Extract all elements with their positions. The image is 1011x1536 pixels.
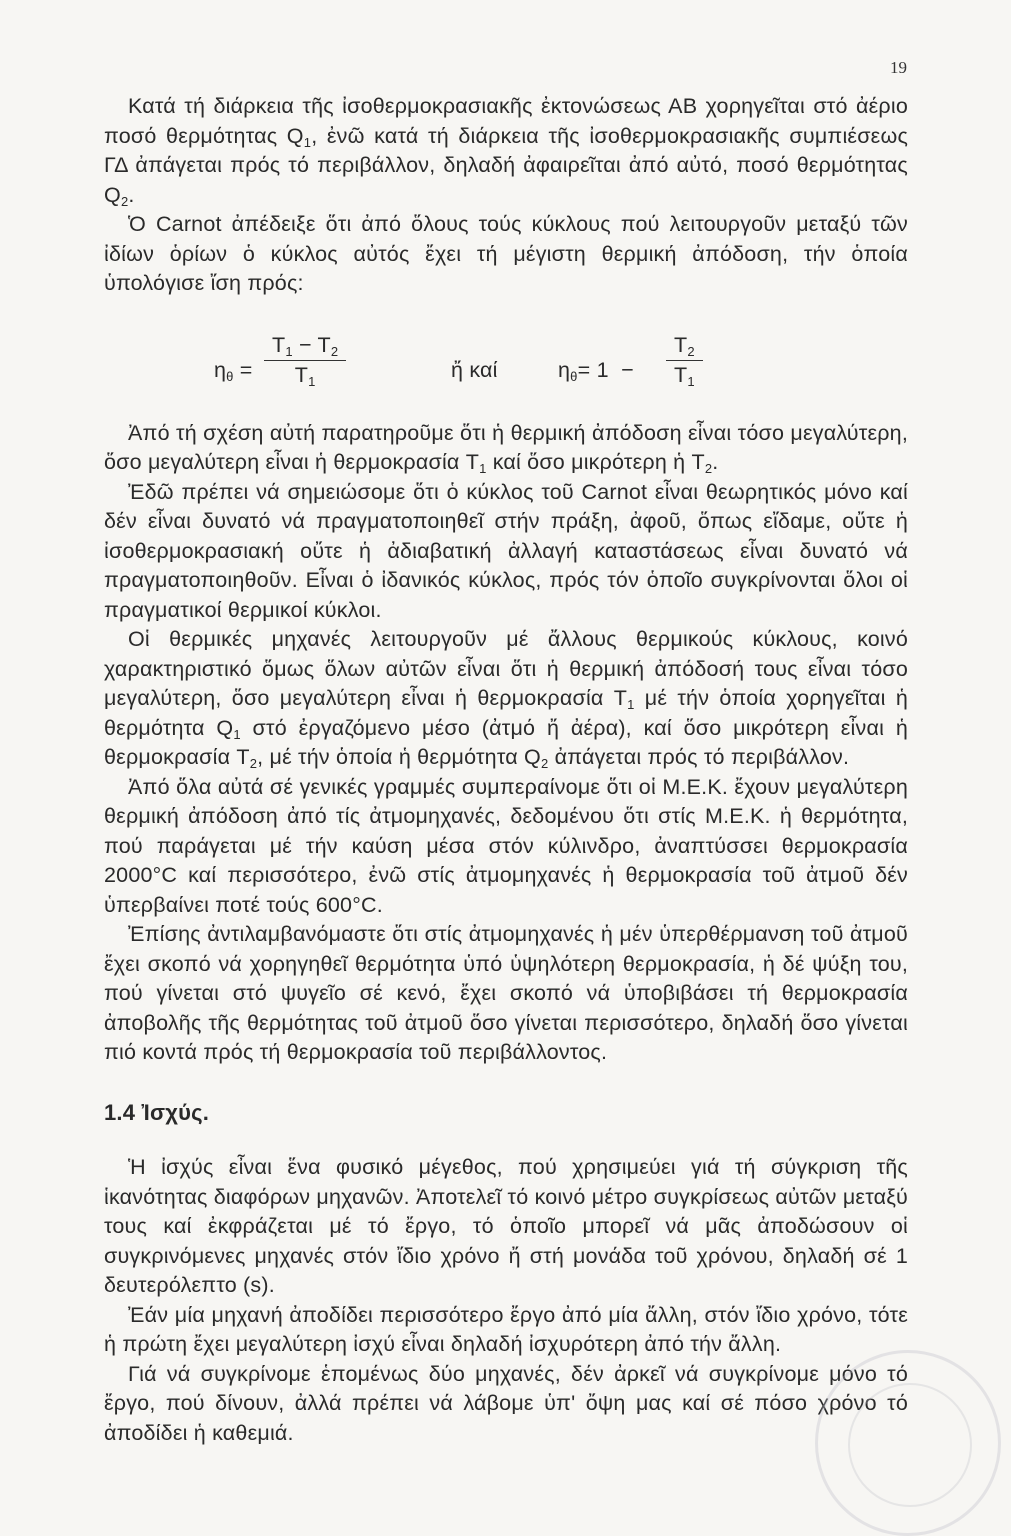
- fraction-1-denominator: $T_1$: [264, 360, 346, 391]
- eta-symbol-1: $\eta_\theta$ =: [214, 357, 253, 384]
- formula-or-text: ἤ καί: [451, 357, 498, 382]
- page-body: [104, 92, 908, 1448]
- efficiency-formula: [104, 331, 908, 411]
- paragraph-time-comparison: Γιά νά συγκρίνομε ἑπομένως δύο μηχανές, δέν ἀρκεῖ νά συγκρίνομε μόνο τό ἔργο, πού δίνουν, ἀλλά πρέπει νά λάβομε ὑπ' ὄψη μας καί σέ πόσο χρόνο τό ἀποδίδει ἡ καθεμιά.: [104, 1361, 908, 1445]
- paragraph-mek-comparison: Ἀπό ὅλα αὐτά σέ γενικές γραμμές συμπεραίνομε ὅτι οἱ Μ.Ε.Κ. ἔχουν μεγαλύτερη θερμική ἀπόδοση ἀπό τίς ἀτμομηχανές, δεδομένου ὅτι στίς Μ.Ε.Κ. ἡ θερμότητα, πού παράγεται μέ τήν καύση μέσα στόν κύλινδρο, ἀναπτύσσει θερμοκρασία 2000°C καί περισσότερο, ἐνῶ στίς ἀτμομηχανές ἡ θερμοκρασία τοῦ ἀτμοῦ δέν ὑπερβαίνει ποτέ τούς 600°C.: [104, 774, 908, 917]
- fraction-2-numerator: $T_2$: [674, 332, 695, 359]
- paragraph-isothermal: Κατά τή διάρκεια τῆς ἰσοθερμοκρασιακῆς ἐκτονώσεως ΑΒ χορηγεῖται στό ἀέριο ποσό θερμότητας $Q_1$, ἐνῶ κατά τή διάρκεια τῆς ἰσοθερμοκρασιακῆς συμπιέσεως ΓΔ ἀπάγεται πρός τό περιβάλλον, δηλαδή ἀφαιρεῖται ἀπό αὐτό, ποσό θερμότητας $Q_2$.: [104, 94, 909, 209]
- fraction-2: [666, 331, 703, 391]
- fraction-1-numerator: $T_1 - T_2$: [272, 332, 339, 359]
- paragraph-theoretical-cycle: Ἐδῶ πρέπει νά σημειώσομε ὅτι ὁ κύκλος τοῦ Carnot εἶναι θεωρητικός μόνο καί δέν εἶναι δυνατό νά πραγματοποιηθεῖ στήν πράξη, ἀφοῦ, ὅπως εἴδαμε, οὔτε ἡ ἰσοθερμοκρασιακή οὔτε ἡ ἀδιαβατική ἀλλαγή καταστάσεως εἶναι δυνατό νά πραγματοποιηθοῦν. Εἶναι ὁ ἰδανικός κύκλος, πρός τόν ὁποῖο συγκρίνονται ὅλοι οἱ πραγματικοί θερμικοί κύκλοι.: [104, 479, 908, 622]
- section-heading: 1.4 Ἰσχύς.: [104, 1099, 210, 1125]
- paragraph-carnot: Ὁ Carnot ἀπέδειξε ὅτι ἀπό ὅλους τούς κύκλους πού λειτουργοῦν μεταξύ τῶν ἰδίων ὁρίων ὁ κύκλος αὐτός ἔχει τή μέγιστη θερμική ἀπόδοση, τήν ὁποία ὑπολόγισε ἴση πρός:: [104, 212, 908, 295]
- paragraph-power-comparison: Ἐάν μία μηχανή ἀποδίδει περισσότερο ἔργο ἀπό μία ἄλλη, στόν ἴδιο χρόνο, τότε ἡ πρώτη ἔχει μεγαλύτερη ἰσχύ εἶναι δηλαδή ἰσχυρότερη ἀπό τήν ἄλλη.: [104, 1302, 908, 1356]
- eta-symbol-2: $\eta_\theta= 1$ −: [558, 357, 634, 384]
- paragraph-relation: Ἀπό τή σχέση αὐτή παρατηροῦμε ὅτι ἡ θερμική ἀπόδοση εἶναι τόσο μεγαλύτερη, ὅσο μεγαλύτερη εἶναι ἡ θερμοκρασία $T_1$ καί ὅσο μικρότερη ἡ $T_2$.: [104, 420, 908, 476]
- paragraph-superheating: Ἐπίσης ἀντιλαμβανόμαστε ὅτι στίς ἀτμομηχανές ἡ μέν ὑπερθέρμανση τοῦ ἀτμοῦ ἔχει σκοπό νά χορηγηθεῖ θερμότητα ὑπό ὑψηλότερη θερμοκρασία, ἡ δέ ψύξη του, πού γίνεται στό ψυγεῖο σέ κενό, ἔχει σκοπό νά ὑποβιβάσει τή θερμοκρασία ἀποβολῆς τῆς θερμότητας τοῦ ἀτμοῦ ὅσο γίνεται περισσότερο, δηλαδή ὅσο γίνεται πιό κοντά πρός τή θερμοκρασία τοῦ περιβάλλοντος.: [104, 922, 908, 1064]
- paragraph-thermal-engines: Οἱ θερμικές μηχανές λειτουργοῦν μέ ἄλλους θερμικούς κύκλους, κοινό χαρακτηριστικό ὅμως ὅλων αὐτῶν εἶναι ὅτι ἡ θερμική ἀπόδοσή τους εἶναι τόσο μεγαλύτερη, ὅσο μεγαλύτερη εἶναι ἡ θερμοκρασία $T_1$ μέ τήν ὁποία χορηγεῖται ἡ θερμότητα $Q_1$ στό ἐργαζόμενο μέσο (ἀτμό ἤ ἀέρα), καί ὅσο μικρότερη εἶναι ἡ θερμοκρασία $T_2$, μέ τήν ὁποία ἡ θερμότητα $Q_2$ ἀπάγεται πρός τό περιβάλλον.: [104, 627, 908, 771]
- library-stamp-watermark: [815, 1350, 1001, 1536]
- fraction-2-denominator: $T_1$: [666, 360, 703, 391]
- stamp-inner-ring: [848, 1383, 972, 1507]
- paragraph-power-definition: Ἡ ἰσχύς εἶναι ἕνα φυσικό μέγεθος, πού χρησιμεύει γιά τή σύγκριση τῆς ἱκανότητας διαφόρων μηχανῶν. Ἀποτελεῖ τό κοινό μέτρο συγκρίσεως αὐτῶν μεταξύ τους καί ἐκφράζεται μέ τό ἔργο, τό ὁποῖο μπορεῖ νά μᾶς ἀποδώσουν οἱ συγκρινόμενες μηχανές στόν ἴδιο χρόνο ἤ στή μονάδα τοῦ χρόνου, δηλαδή σέ 1 δευτερόλεπτο (s).: [104, 1155, 908, 1297]
- fraction-1: [264, 331, 346, 391]
- page-number: 19: [890, 58, 907, 77]
